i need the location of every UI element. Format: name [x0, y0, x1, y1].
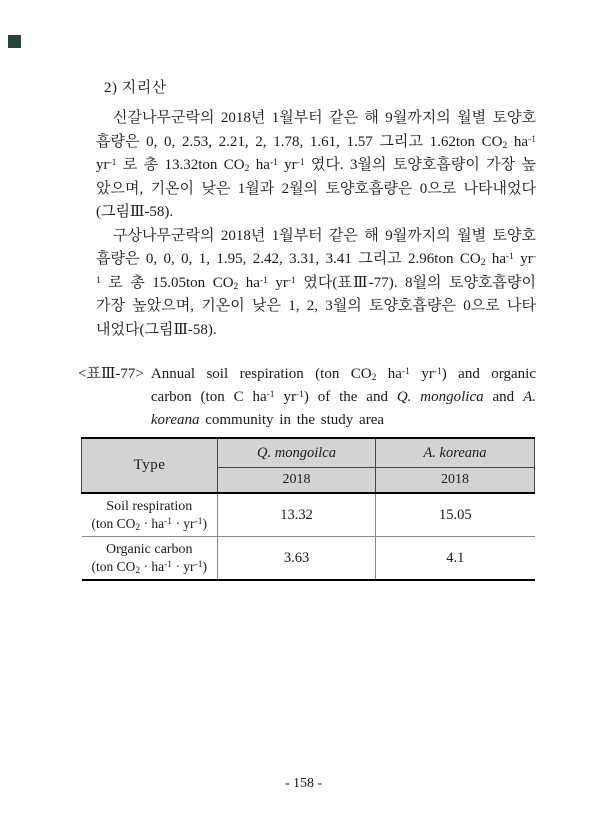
cell-value: 13.32 — [218, 493, 376, 537]
cell-value: 3.63 — [218, 537, 376, 581]
table-caption-label: <표Ⅲ-77> — [78, 366, 144, 382]
row-name: Organic carbon — [106, 542, 193, 557]
table-row-soil-respiration — [82, 493, 535, 537]
table-header-species-q-mongoilca: Q. mongoilca — [218, 438, 376, 468]
table-caption-text: Annual soil respiration (ton $CO_2$ $ha^{-1}$ $yr^{-1}$) and organic carbon (ton C $ha^{-1}$ $yr^{-1}$) of the and Q. mongolica and A. koreana community in the study area — [150, 366, 536, 428]
row-label-organic-carbon — [82, 537, 218, 581]
paragraph-singalnamu: 신갈나무군락의 2018년 1월부터 같은 해 9월까지의 월별 토양호흡량은 0, 0, 2.53, 2.21, 2, 1.78, 1.61, 1.57 그리고 1.62ton $CO_2$ $ha^{-1}$ $yr^{-1}$ 로 총 13.32ton $CO_2$ $ha^{-1}$ $yr^{-1}$ 였다. 3월의 토양호흡량이 가장 높았으며, 기온이 낮은 1월과 2월의 토양호흡량은 0으로 나타내었다(그림Ⅲ-58). — [96, 110, 536, 220]
row-unit: (ton $CO_2 \cdot ha^{-1} \cdot yr^{-1}$) — [91, 559, 207, 576]
page-content — [78, 76, 536, 581]
paragraph-gusangnamu: 구상나무군락의 2018년 1월부터 같은 해 9월까지의 월별 토양호흡량은 0, 0, 0, 1, 1.95, 2.42, 3.31, 3.41 그리고 2.96ton $CO_2$ $ha^{-1}$ $yr^{-1}$ 로 총 15.05ton $CO_2$ $ha^{-1}$ $yr^{-1}$ 였다(표Ⅲ-77). 8월의 토양호흡량이 가장 높았으며, 기온이 낮은 1, 2, 3월의 토양호흡량은 0으로 나타내었다(그림Ⅲ-58). — [96, 227, 536, 338]
table-header-row-species — [82, 438, 535, 468]
page-corner-mark — [8, 35, 21, 48]
page-number: - 158 - — [284, 776, 323, 791]
row-label-soil-respiration — [82, 493, 218, 537]
table-header-year: 2018 — [376, 468, 535, 494]
cell-value: 4.1 — [376, 537, 535, 581]
cell-value: 15.05 — [376, 493, 535, 537]
soil-respiration-table — [81, 437, 535, 581]
table-row-organic-carbon — [82, 537, 535, 581]
table-header-year: 2018 — [218, 468, 376, 494]
section-heading: 2) 지리산 — [104, 80, 167, 96]
table-header-type: Type — [82, 438, 218, 493]
row-name: Soil respiration — [106, 499, 193, 514]
row-unit: (ton $CO_2 \cdot ha^{-1} \cdot yr^{-1}$) — [91, 516, 207, 533]
table-caption — [78, 363, 536, 432]
table-header-species-a-koreana: A. koreana — [376, 438, 535, 468]
